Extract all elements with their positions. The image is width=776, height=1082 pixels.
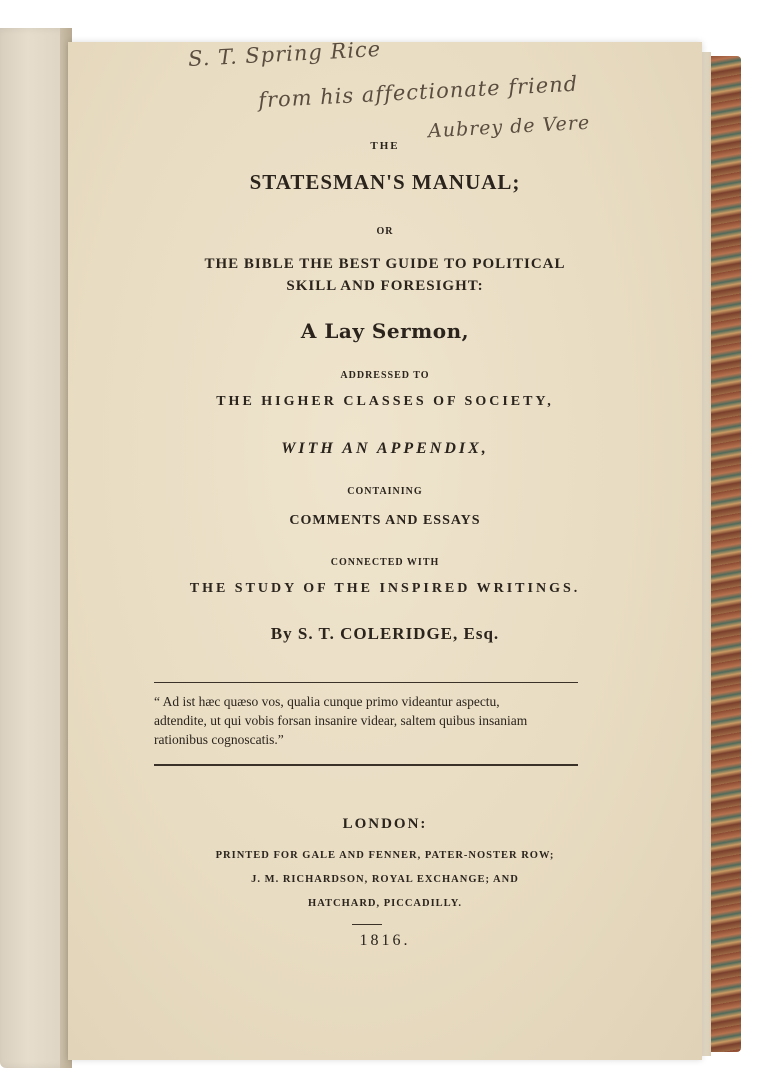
connected-with: CONNECTED WITH (330, 557, 440, 568)
epigraph-line-3: rationibus cognoscatis.” (154, 732, 284, 747)
inspired-writings: THE STUDY OF THE INSPIRED WRITINGS. (189, 581, 581, 596)
epigraph-line-1: “ Ad ist hæc quæso vos, qualia cunque primo videantur aspectu, (154, 694, 500, 709)
lay-sermon: A Lay Sermon, (300, 319, 470, 343)
appendix: WITH AN APPENDIX, (281, 440, 489, 457)
main-title: STATESMAN'S MANUAL; (249, 170, 521, 194)
title-the: THE (370, 140, 400, 152)
imprint-line-3: HATCHARD, PICCADILLY. (308, 898, 462, 909)
title-or: OR (376, 226, 394, 237)
addressed-to: ADDRESSED TO (340, 370, 430, 381)
inscription-line-2: from his affectionate friend (257, 71, 579, 113)
inscription-line-1: S. T. Spring Rice (187, 36, 382, 72)
imprint-year: 1816. (359, 932, 411, 949)
author: By S. T. COLERIDGE, Esq. (270, 624, 500, 643)
imprint-line-2: J. M. RICHARDSON, ROYAL EXCHANGE; AND (251, 874, 519, 885)
inscription-signature: Aubrey de Vere (427, 111, 591, 143)
imprint-line-1: PRINTED FOR GALE AND FENNER, PATER-NOSTER ROW; (215, 850, 555, 861)
subtitle-line-2: SKILL AND FORESIGHT: (286, 278, 484, 294)
comments-essays: COMMENTS AND ESSAYS (289, 513, 481, 528)
title-page (68, 36, 702, 1060)
epigraph (154, 692, 584, 749)
rule-bottom (154, 764, 578, 766)
containing: CONTAINING (347, 486, 423, 497)
subtitle-line-1: THE BIBLE THE BEST GUIDE TO POLITICAL (204, 256, 566, 272)
rule-top (154, 682, 578, 683)
higher-classes: THE HIGHER CLASSES OF SOCIETY, (216, 394, 554, 409)
imprint-city: LONDON: (342, 816, 428, 832)
epigraph-line-2: adtendite, ut qui vobis forsan insanire videar, saltem quibus insaniam (154, 713, 528, 728)
rule-short (352, 924, 382, 925)
